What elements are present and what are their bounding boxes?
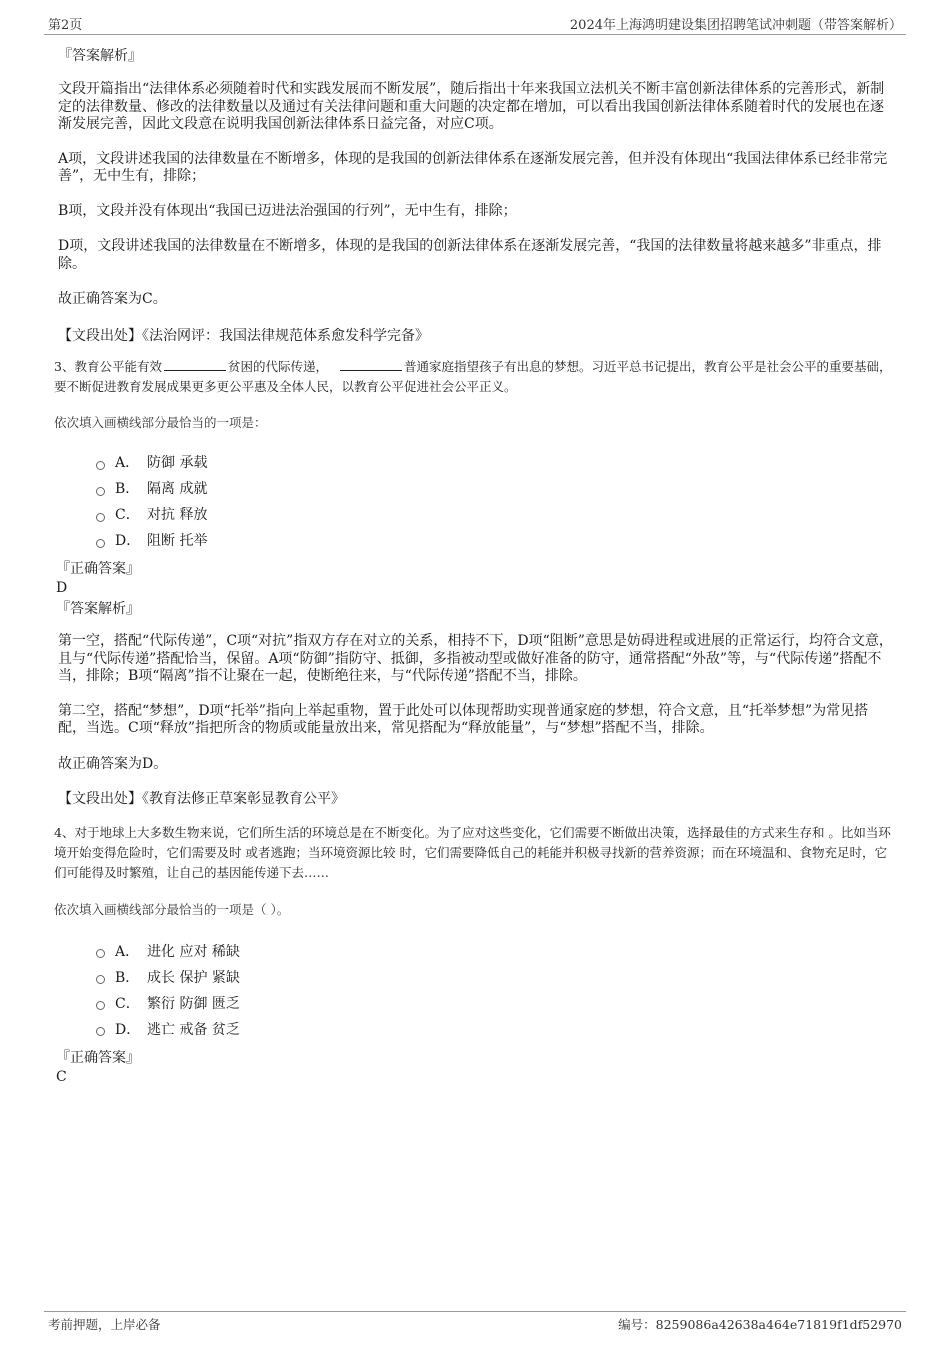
analysis-label: 『答案解析』: [56, 601, 140, 617]
option-text: 阻断 托举: [147, 533, 208, 549]
option-text: 成长 保护 紧缺: [147, 969, 240, 986]
question-stem: [54, 357, 896, 397]
option-letter: A．: [115, 455, 140, 471]
document-title: 2024年上海鸿明建设集团招聘笔试冲刺题（带答案解析）: [569, 18, 902, 33]
page-number: 第2页: [48, 18, 83, 33]
radio-icon[interactable]: [96, 539, 105, 548]
radio-icon[interactable]: [96, 487, 105, 496]
source: 【文段出处】《法治网评：我国法律规范体系愈发科学完备》: [58, 327, 429, 344]
option-d[interactable]: [96, 527, 896, 553]
option-letter: D．: [115, 533, 141, 549]
page-content: [56, 46, 896, 1086]
option-letter: B．: [115, 481, 140, 497]
analysis-paragraph: A项，文段讲述我国的法律数量在不断增多，体现的是我国的创新法律体系在逐渐发展完善，但并没有体现出“我国法律体系已经非常完善”，无中生有，排除；: [58, 150, 888, 184]
analysis-paragraph: 文段开篇指出“法律体系必须随着时代和实践发展而不断发展”，随后指出十年来我国立法机关不断丰富创新法律体系的完善形式，新制定的法律数量、修改的法律数量以及通过有关法律问题和重大问题的决定都在增加，可以看出我国创新法律体系随着时代的发展也在逐渐发展完善，因此文段意在说明我国创新法律体系日益完备，对应C项。: [58, 81, 885, 132]
question-stem: 4、对于地球上大多数生物来说，它们所生活的环境总是在不断变化。为了应对这些变化，它们需要不断做出决策，选择最佳的方式来生存和 。比如当环境开始变得危险时，它们需要及时 或者逃跑；当环境资源比较 时，它们需要降低自己的耗能并积极寻找新的营养资源；而在环境温和、食物充足时，它们可能得及时繁殖，让自己的基因能传递下去……: [54, 824, 891, 880]
option-text: 隔离 成就: [147, 481, 208, 497]
stem-part: 普通家庭指望孩子有出息的梦想。习近平总书记提出，教育公平是社会公平的重要基础，要不断促进教育发展成果更多更公平惠及全体人民，以教育公平促进社会公平正义。: [54, 359, 892, 394]
analysis-paragraph: B项，文段并没有体现出“我国已迈进法治强国的行列”，无中生有，排除；: [58, 202, 517, 219]
option-text: 繁衍 防御 匮乏: [147, 995, 240, 1012]
correct-answer-label: 『正确答案』: [56, 561, 140, 577]
option-c[interactable]: [96, 990, 896, 1016]
option-text: 对抗 释放: [147, 507, 208, 523]
option-letter: C．: [115, 507, 140, 523]
radio-icon[interactable]: [96, 513, 105, 522]
correct-answer: D: [56, 580, 68, 596]
option-text: 防御 承载: [147, 455, 208, 471]
stem-part: 贫困的代际传递，: [227, 359, 328, 374]
footer-slogan: 考前押题，上岸必备: [48, 1317, 161, 1332]
question-4: [56, 823, 896, 1086]
option-letter: B．: [115, 969, 140, 986]
page-footer: [44, 1311, 906, 1336]
q2-analysis: [56, 46, 896, 345]
question-instruction: 依次填入画横线部分最恰当的一项是（ ）。: [54, 901, 290, 917]
option-d[interactable]: [96, 1016, 896, 1042]
stem-part: 3、教育公平能有效: [54, 359, 162, 374]
option-a[interactable]: [96, 449, 896, 475]
option-a[interactable]: [96, 938, 896, 964]
option-text: 进化 应对 稀缺: [147, 943, 240, 960]
question-instruction: 依次填入画横线部分最恰当的一项是：: [54, 415, 267, 430]
blank-line: [340, 370, 402, 371]
correct-answer: C: [56, 1068, 67, 1085]
analysis-paragraph: 第一空，搭配“代际传递”，C项“对抗”指双方存在对立的关系，相持不下，D项“阻断”意思是妨碍进程或进展的正常运行，均符合文意，且与“代际传递”搭配恰当，保留。A项“防御”指防守、抵御，多指被动型或做好准备的防守，通常搭配“外敌”等，与“代际传递”搭配不当，排除；B项“隔离”指不让聚在一起，使断绝往来，与“代际传递”搭配不当，排除。: [58, 633, 893, 684]
radio-icon[interactable]: [96, 949, 105, 958]
analysis-label: 『答案解析』: [58, 48, 142, 64]
option-letter: C．: [115, 995, 140, 1012]
correct-answer-label: 『正确答案』: [56, 1049, 140, 1066]
radio-icon[interactable]: [96, 975, 105, 984]
conclusion: 故正确答案为C。: [58, 291, 167, 307]
question-3: [56, 357, 896, 809]
conclusion: 故正确答案为D。: [58, 755, 168, 772]
options-list: [96, 449, 896, 553]
source: 【文段出处】《教育法修正草案彰显教育公平》: [58, 791, 345, 807]
option-letter: D．: [115, 1021, 141, 1038]
options-list: [96, 938, 896, 1042]
option-letter: A．: [115, 943, 140, 960]
option-c[interactable]: [96, 501, 896, 527]
option-b[interactable]: [96, 964, 896, 990]
blank-line: [164, 370, 226, 371]
radio-icon[interactable]: [96, 461, 105, 470]
page-header: [44, 12, 906, 35]
option-text: 逃亡 戒备 贫乏: [147, 1021, 240, 1038]
option-b[interactable]: [96, 475, 896, 501]
analysis-paragraph: 第二空，搭配“梦想”，D项“托举”指向上举起重物，置于此处可以体现帮助实现普通家庭的梦想，符合文意，且“托举梦想”为常见搭配，当选。C项“释放”指把所含的物质或能量放出来，常见搭配为“释放能量”，与“梦想”搭配不当，排除。: [58, 702, 869, 736]
radio-icon[interactable]: [96, 1027, 105, 1036]
document-id: 编号：8259086a42638a464e71819f1df52970: [618, 1317, 902, 1332]
analysis-paragraph: D项，文段讲述我国的法律数量在不断增多，体现的是我国的创新法律体系在逐渐发展完善，“我国的法律数量将越来越多”非重点，排除。: [58, 238, 882, 272]
radio-icon[interactable]: [96, 1001, 105, 1010]
